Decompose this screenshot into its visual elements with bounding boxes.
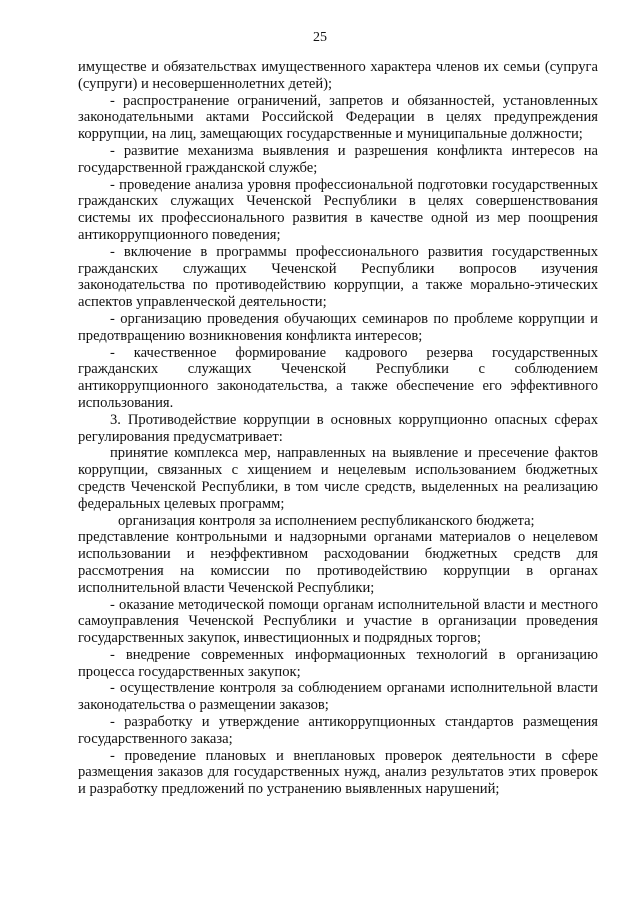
paragraph-continuation: имуществе и обязательствах имущественного характера членов их семьи (супруга (супруги) и несовершеннолетних детей); <box>78 59 598 92</box>
page-number: 25 <box>313 30 327 45</box>
paragraph-section-3: 3. Противодействие коррупции в основных коррупционно опасных сферах регулирования предусматривает: <box>78 411 598 445</box>
paragraph-anticorruption-standards: - разработку и утверждение антикоррупционных стандартов размещения государственного заказа; <box>78 714 598 747</box>
paragraph-seminars: - организацию проведения обучающих семинаров по проблеме коррупции и предотвращению возникновения конфликта интересов; <box>78 310 598 344</box>
paragraph-inspections: - проведение плановых и внеплановых проверок деятельности в сфере размещения заказов для государственных нужд, анализ результатов этих проверок и разработку предложений по устранению выявленных нарушений; <box>78 747 598 798</box>
paragraph-materials-submission: представление контрольными и надзорными органами материалов о нецелевом использовании и неэффективном расходовании бюджетных средств для рассмотрения на комиссии по противодействию коррупции в органах исполнительной власти Чеченской Республики; <box>78 529 598 596</box>
paragraph-professional-development: - включение в программы профессионального развития государственных гражданских служащих Чеченской Республики вопросов изучения законодательства по противодействию коррупции, а также морально-этических аспектов управленческой деятельности; <box>78 243 598 311</box>
paragraph-budget-control: организация контроля за исполнением республиканского бюджета; <box>118 512 535 529</box>
paragraph-methodical-help: - оказание методической помощи органам исполнительной власти и местного самоуправления Чеченской Республики и участие в организации проведения государственных закупок, инвестиционных и подрядных торгов; <box>78 596 598 647</box>
paragraph-conflict-of-interest: - развитие механизма выявления и разрешения конфликта интересов на государственной гражданской службе; <box>78 142 598 176</box>
document-body <box>78 59 598 798</box>
paragraph-orders-control: - осуществление контроля за соблюдением органами исполнительной власти законодательства о размещении заказов; <box>78 680 598 714</box>
paragraph-information-technologies: - внедрение современных информационных технологий в организацию процесса государственных закупок; <box>78 646 598 680</box>
paragraph-budget-measures: принятие комплекса мер, направленных на выявление и пресечение фактов коррупции, связанных с хищением и нецелевым использованием бюджетных средств Чеченской Республики, в том числе средств, выделенных на реализацию федеральных целевых программ; <box>78 445 598 512</box>
paragraph-personnel-reserve: - качественное формирование кадрового резерва государственных гражданских служащих Чеченской Республики с соблюдением антикоррупционного законодательства, а также обеспечение его эффективного использования. <box>78 344 598 411</box>
paragraph-restrictions: - распространение ограничений, запретов и обязанностей, установленных законодательными актами Российской Федерации в целях предупреждения коррупции, на лиц, замещающих государственные и муниципальные должности; <box>78 92 598 143</box>
paragraph-training-analysis: - проведение анализа уровня профессиональной подготовки государственных гражданских служащих Чеченской Республики в целях совершенствования системы их профессионального развития в качестве одной из мер поощрения антикоррупционного поведения; <box>78 176 598 243</box>
